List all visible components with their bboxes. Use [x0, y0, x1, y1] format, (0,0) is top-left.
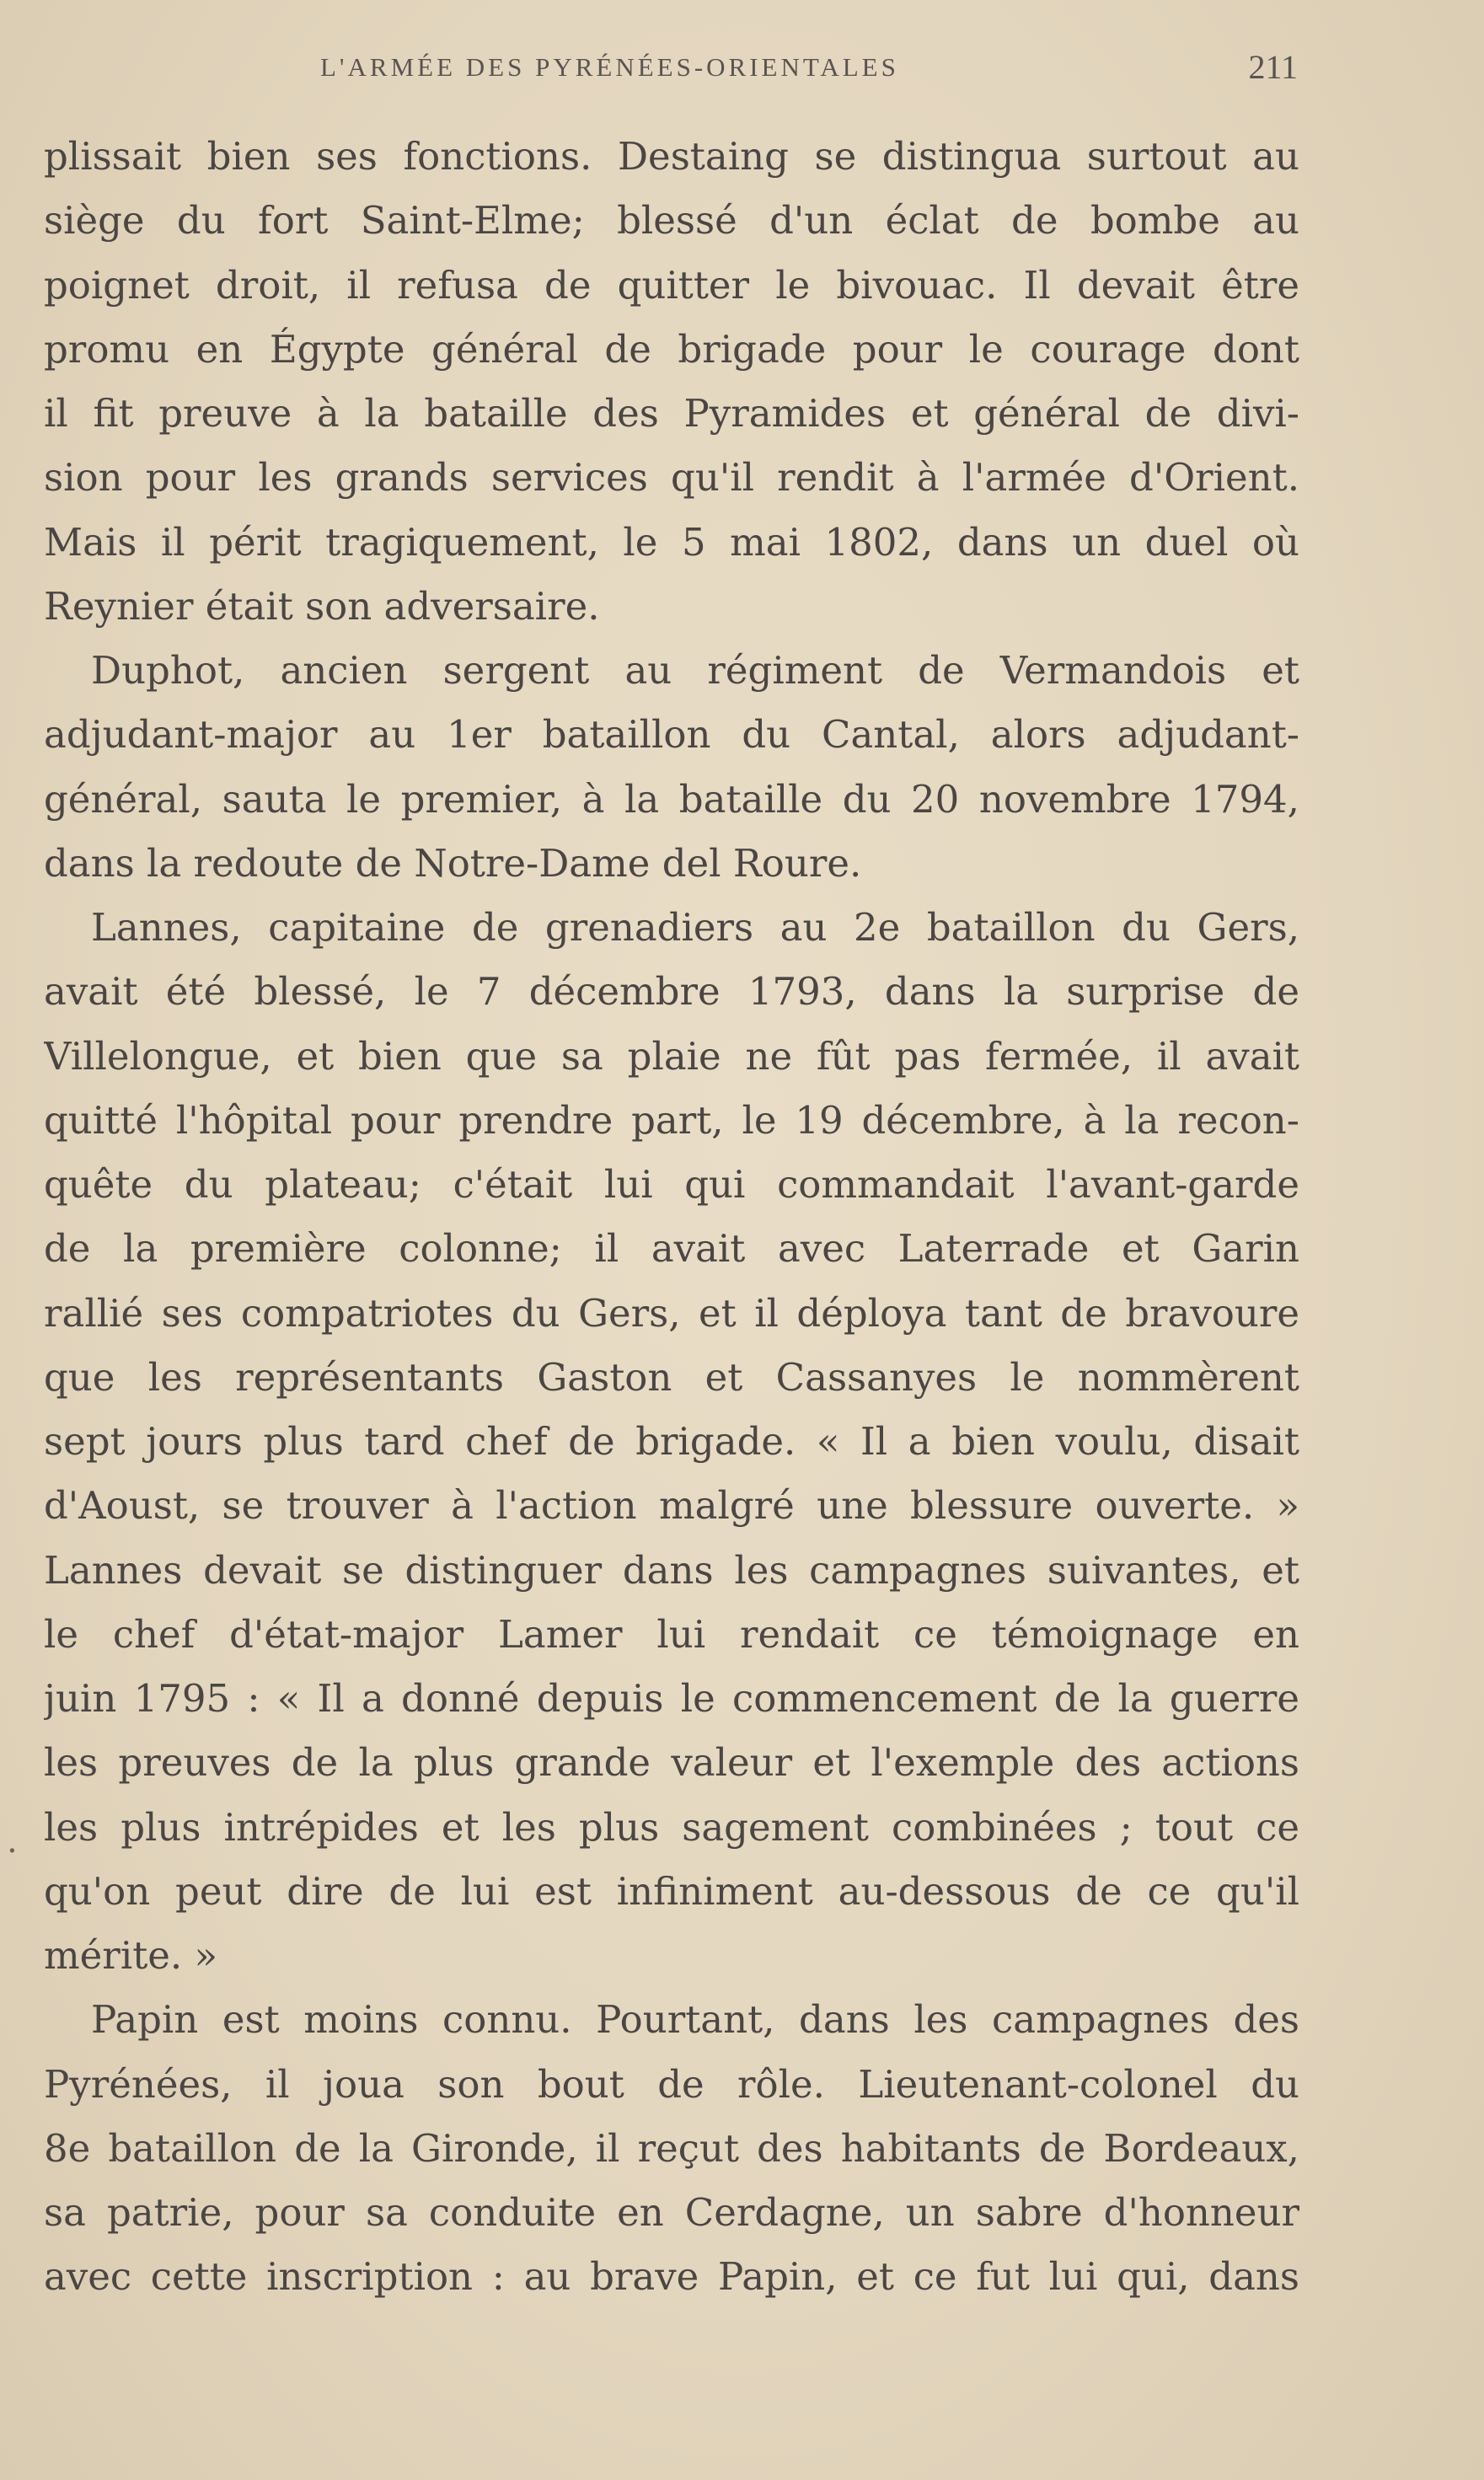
- text-line: les preuves de la plus grande valeur et l'exemple des actions: [44, 1740, 1299, 1786]
- text-line: Lannes devait se distinguer dans les campagnes suivantes, et: [44, 1547, 1299, 1593]
- text-line: les plus intrépides et les plus sagement combinées ; tout ce: [44, 1804, 1299, 1850]
- text-line: Villelongue, et bien que sa plaie ne fût pas fermée, il avait: [44, 1033, 1299, 1079]
- text-line: avait été blessé, le 7 décembre 1793, dans la surprise de: [44, 969, 1299, 1015]
- margin-mark: .: [7, 1822, 18, 1861]
- text-line: promu en Égypte général de brigade pour le courage dont: [44, 326, 1299, 372]
- text-line: sion pour les grands services qu'il rendit à l'armée d'Orient.: [44, 455, 1299, 501]
- text-line: sa patrie, pour sa conduite en Cerdagne, un sabre d'honneur: [44, 2190, 1299, 2235]
- text-line: Papin est moins connu. Pourtant, dans les campagnes des: [91, 1997, 1299, 2043]
- text-line: adjudant-major au 1er bataillon du Cantal, alors adjudant-: [44, 712, 1299, 758]
- text-line: Lannes, capitaine de grenadiers au 2e bataillon du Gers,: [91, 905, 1299, 950]
- text-line: siège du fort Saint-Elme; blessé d'un éclat de bombe au: [44, 198, 1299, 244]
- text-line: général, sauta le premier, à la bataille du 20 novembre 1794,: [44, 776, 1299, 822]
- text-line: 8e bataillon de la Gironde, il reçut des habitants de Bordeaux,: [44, 2125, 1299, 2171]
- text-line: sept jours plus tard chef de brigade. « Il a bien voulu, disait: [44, 1419, 1299, 1464]
- text-line: Pyrénées, il joua son bout de rôle. Lieutenant-colonel du: [44, 2061, 1299, 2107]
- text-line: quête du plateau; c'était lui qui commandait l'avant-garde: [44, 1162, 1299, 1207]
- text-line: poignet droit, il refusa de quitter le bivouac. Il devait être: [44, 262, 1299, 308]
- text-line: dans la redoute de Notre-Dame del Roure.: [44, 840, 862, 886]
- text-line: mérite. »: [44, 1933, 218, 1978]
- text-line: que les représentants Gaston et Cassanyes le nommèrent: [44, 1354, 1299, 1400]
- text-line: plissait bien ses fonctions. Destaing se distingua surtout au: [44, 134, 1299, 179]
- text-line: Duphot, ancien sergent au régiment de Vermandois et: [91, 648, 1299, 693]
- text-line: le chef d'état-major Lamer lui rendait ce témoignage en: [44, 1611, 1299, 1657]
- text-line: quitté l'hôpital pour prendre part, le 19 décembre, à la recon-: [44, 1097, 1299, 1143]
- page-header: [320, 48, 1298, 94]
- text-line: juin 1795 : « Il a donné depuis le commencement de la guerre: [44, 1676, 1299, 1721]
- running-title: L'ARMÉE DES PYRÉNÉES-ORIENTALES: [320, 52, 899, 82]
- text-line: rallié ses compatriotes du Gers, et il déploya tant de bravoure: [44, 1290, 1299, 1336]
- text-line: d'Aoust, se trouver à l'action malgré une blessure ouverte. »: [44, 1483, 1299, 1529]
- text-line: il fit preuve à la bataille des Pyramides et général de divi-: [44, 391, 1299, 436]
- text-line: de la première colonne; il avait avec Laterrade et Garin: [44, 1226, 1299, 1272]
- text-line: Mais il périt tragiquement, le 5 mai 1802, dans un duel où: [44, 519, 1299, 565]
- text-line: Reynier était son adversaire.: [44, 583, 600, 629]
- text-line: qu'on peut dire de lui est infiniment au-dessous de ce qu'il: [44, 1868, 1299, 1914]
- text-line: avec cette inscription : au brave Papin, et ce fut lui qui, dans: [44, 2254, 1299, 2300]
- page-number: 211: [1248, 48, 1298, 86]
- body-text: [44, 125, 1299, 2310]
